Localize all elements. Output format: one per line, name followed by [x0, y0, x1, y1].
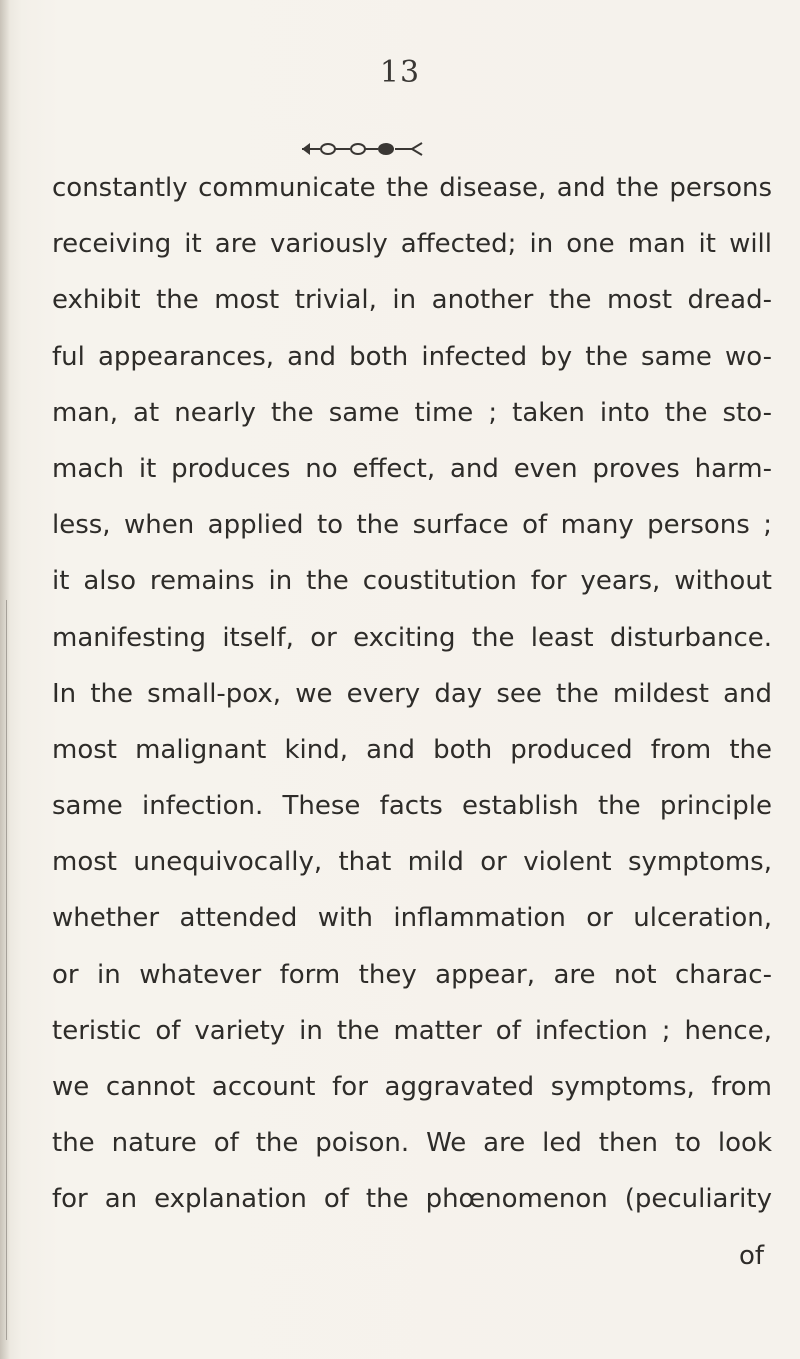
text-line: most malignant kind, and both produced from the	[52, 734, 772, 765]
typographic-ornament-icon	[300, 140, 430, 158]
text-line: mach it produces no effect, and even proves harm-	[52, 453, 772, 484]
margin-rule	[6, 600, 7, 1340]
text-line: man, at nearly the same time ; taken into the sto-	[52, 397, 772, 428]
text-line: we cannot account for aggravated symptoms, from	[52, 1072, 772, 1102]
text-line: manifesting itself, or exciting the least disturbance.	[52, 622, 772, 653]
text-line: for an explanation of the phœnomenon (peculiarity	[52, 1184, 772, 1215]
text-line: exhibit the most trivial, in another the most dread-	[52, 285, 772, 316]
text-line: less, when applied to the surface of many persons ;	[52, 510, 772, 541]
text-line: constantly communicate the disease, and the persons	[52, 173, 772, 203]
body-text	[52, 160, 772, 1284]
text-line: most unequivocally, that mild or violent symptoms,	[52, 847, 772, 878]
text-line: or in whatever form they appear, are not charac-	[52, 959, 772, 990]
text-line: it also remains in the coustitution for years, without	[52, 566, 772, 597]
gutter-shadow	[0, 0, 10, 1359]
text-line: whether attended with inflammation or ulceration,	[52, 903, 772, 934]
text-line: ful appearances, and both infected by the same wo-	[52, 341, 772, 372]
text-line: In the small-pox, we every day see the mildest and	[52, 678, 772, 709]
text-line: the nature of the poison. We are led then to look	[52, 1128, 772, 1159]
catchword: of	[738, 1240, 764, 1271]
text-line: receiving it are variously affected; in one man it will	[52, 229, 772, 260]
text-line: teristic of variety in the matter of infection ; hence,	[52, 1015, 772, 1046]
text-line: same infection. These facts establish the principle	[52, 791, 772, 822]
page-number: 13	[379, 55, 421, 90]
